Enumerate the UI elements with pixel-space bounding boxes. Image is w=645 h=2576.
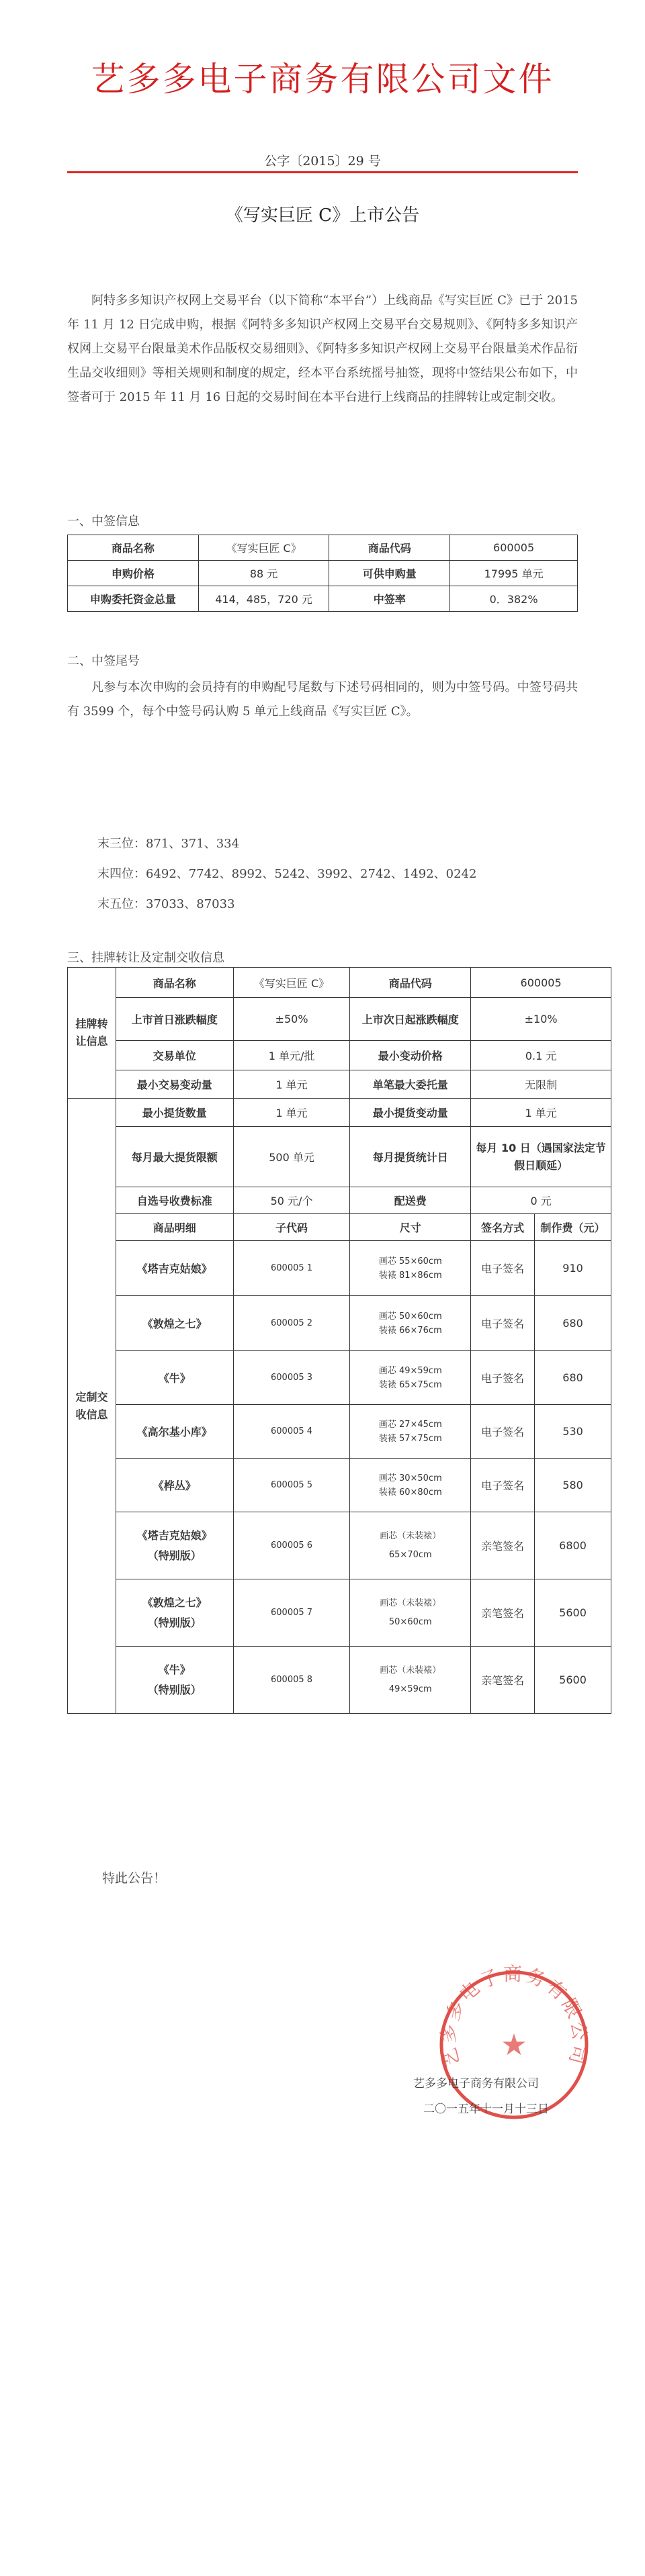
size-mounted: 装裱 66×76cm xyxy=(378,1325,442,1336)
table-cell xyxy=(350,1351,471,1405)
size-dimension: 50×60cm xyxy=(388,1616,432,1627)
table-cell: 500 单元 xyxy=(233,1127,350,1187)
table-cell: 1 单元 xyxy=(233,1070,350,1099)
table-cell: 580 xyxy=(535,1459,611,1512)
table-cell: 申购价格 xyxy=(68,561,199,586)
table-cell: 商品名称 xyxy=(68,535,199,561)
tail-five-digits: 末五位：37033、87033 xyxy=(97,897,235,911)
group-label-listing: 挂牌转让信息 xyxy=(68,968,116,1099)
table-cell: 亲笔签名 xyxy=(471,1579,535,1647)
table-row xyxy=(68,1070,611,1099)
table-cell: 亲笔签名 xyxy=(471,1512,535,1579)
table-cell: 《敦煌之七》 xyxy=(116,1296,233,1351)
table-cell: ±10% xyxy=(471,998,611,1041)
table-cell: 《高尔基小库》 xyxy=(116,1405,233,1459)
table-cell: 可供申购量 xyxy=(329,561,450,586)
table-cell: 600005 8 xyxy=(233,1647,350,1714)
size-mounted: 装裱 57×75cm xyxy=(378,1433,442,1444)
table-cell: 每月提货统计日 xyxy=(350,1127,471,1187)
table-cell: 88 元 xyxy=(198,561,329,586)
table-cell: 600005 xyxy=(450,535,578,561)
table-cell: 0.1 元 xyxy=(471,1041,611,1070)
table-header-cell: 商品明细 xyxy=(116,1214,233,1241)
size-core: 画芯（未装裱） xyxy=(380,1530,441,1541)
table-header-cell: 尺寸 xyxy=(350,1214,471,1241)
item-name: 《牛》 xyxy=(158,1663,191,1676)
table-cell xyxy=(116,1512,233,1579)
table-cell: 上市次日起涨跌幅度 xyxy=(350,998,471,1041)
table-cell: 600005 2 xyxy=(233,1296,350,1351)
table-cell xyxy=(350,1296,471,1351)
table-cell: 50 元/个 xyxy=(233,1187,350,1214)
table-row xyxy=(68,1647,611,1714)
table-row xyxy=(68,586,578,612)
item-name: 《敦煌之七》 xyxy=(142,1596,207,1609)
section-heading-lottery: 一、中签信息 xyxy=(67,514,140,528)
table-cell: 电子签名 xyxy=(471,1296,535,1351)
table-cell: 申购委托资金总量 xyxy=(68,586,199,612)
signing-company: 艺多多电子商务有限公司 xyxy=(413,2077,539,2090)
table-row xyxy=(68,1351,611,1405)
intro-paragraph: 阿特多多知识产权网上交易平台（以下简称“本平台”）上线商品《写实巨匠 C》已于 2015 年 11 月 12 日完成申购，根据《阿特多多知识产权网上交易平台交易规则》、《阿特多多知识产权网上交易平台限量美术作品版权交易细则》、《阿特多多知识产权网上交易平台限量美术作品衍生品交收细则》等相关规则和制度的规定，经本平台系统摇号抽签，现将中签结果公布如下，中签者可于 2015 年 11 月 16 日起的交易时间在本平台进行上线商品的挂牌转让或定制交收。 xyxy=(67,293,578,404)
table-cell: 《写实巨匠 C》 xyxy=(233,968,350,998)
size-core: 画芯 49×59cm xyxy=(378,1365,442,1376)
table-cell: 680 xyxy=(535,1351,611,1405)
section-heading-trading-delivery: 三、挂牌转让及定制交收信息 xyxy=(67,951,224,965)
table-cell: 最小变动价格 xyxy=(350,1041,471,1070)
table-cell: 电子签名 xyxy=(471,1241,535,1296)
item-edition: （特别版） xyxy=(147,1683,202,1696)
table-cell: 中签率 xyxy=(329,586,450,612)
document-number: 公字〔2015〕29 号 xyxy=(264,154,381,169)
item-edition: （特别版） xyxy=(147,1616,202,1629)
item-edition: （特别版） xyxy=(147,1549,202,1562)
table-cell: 商品代码 xyxy=(350,968,471,998)
size-dimension: 65×70cm xyxy=(388,1549,432,1560)
size-mounted: 装裱 81×86cm xyxy=(378,1270,442,1281)
seal-text-path: 艺多多电子商务有限公司 xyxy=(436,1963,592,2070)
table-cell: 600005 1 xyxy=(233,1241,350,1296)
lottery-info-table xyxy=(67,535,578,612)
table-header-cell: 子代码 xyxy=(233,1214,350,1241)
table-row xyxy=(68,1127,611,1187)
closing-statement: 特此公告！ xyxy=(102,1871,167,1886)
table-cell: 5600 xyxy=(535,1579,611,1647)
size-mounted: 装裱 65×75cm xyxy=(378,1379,442,1390)
table-cell: 自选号收费标准 xyxy=(116,1187,233,1214)
header-divider xyxy=(67,171,578,173)
table-cell: 单笔最大委托量 xyxy=(350,1070,471,1099)
table-cell: 最小提货数量 xyxy=(116,1099,233,1127)
table-row xyxy=(68,561,578,586)
table-cell: 最小交易变动量 xyxy=(116,1070,233,1099)
table-cell: 600005 5 xyxy=(233,1459,350,1512)
table-cell: ±50% xyxy=(233,998,350,1041)
table-cell xyxy=(350,1405,471,1459)
table-cell: 每月最大提货限额 xyxy=(116,1127,233,1187)
table-cell: 600005 4 xyxy=(233,1405,350,1459)
table-cell: 亲笔签名 xyxy=(471,1647,535,1714)
table-row xyxy=(68,1405,611,1459)
trading-delivery-table xyxy=(67,967,611,1714)
table-row xyxy=(68,1099,611,1127)
table-cell xyxy=(116,1579,233,1647)
tail-four-digits: 末四位：6492、7742、8992、5242、3992、2742、1492、0242 xyxy=(97,867,477,881)
size-core: 画芯（未装裱） xyxy=(380,1598,441,1608)
table-cell: 1 单元 xyxy=(471,1099,611,1127)
item-name: 《塔吉克姑娘》 xyxy=(136,1528,212,1542)
table-cell: 530 xyxy=(535,1405,611,1459)
table-cell xyxy=(350,1459,471,1512)
table-cell: 电子签名 xyxy=(471,1351,535,1405)
table-cell: 680 xyxy=(535,1296,611,1351)
section-heading-tail-numbers: 二、中签尾号 xyxy=(67,654,140,668)
table-cell xyxy=(350,1512,471,1579)
table-cell: 17995 单元 xyxy=(450,561,578,586)
table-cell xyxy=(350,1579,471,1647)
seal-star: ★ xyxy=(501,2028,527,2062)
table-row xyxy=(68,1241,611,1296)
table-cell: 电子签名 xyxy=(471,1459,535,1512)
table-cell: 0．382% xyxy=(450,586,578,612)
table-cell: 5600 xyxy=(535,1647,611,1714)
table-cell: 商品名称 xyxy=(116,968,233,998)
table-row xyxy=(68,1187,611,1214)
table-cell: 1 单元/批 xyxy=(233,1041,350,1070)
table-cell: 交易单位 xyxy=(116,1041,233,1070)
table-cell xyxy=(350,1241,471,1296)
table-row xyxy=(68,1214,611,1241)
table-row xyxy=(68,1459,611,1512)
table-header-cell: 制作费（元） xyxy=(535,1214,611,1241)
table-cell: 上市首日涨跌幅度 xyxy=(116,998,233,1041)
table-cell: 《塔吉克姑娘》 xyxy=(116,1241,233,1296)
table-row xyxy=(68,1296,611,1351)
table-row xyxy=(68,1041,611,1070)
table-cell: 无限制 xyxy=(471,1070,611,1099)
table-cell xyxy=(350,1647,471,1714)
size-mounted: 装裱 60×80cm xyxy=(378,1487,442,1498)
table-cell: 配送费 xyxy=(350,1187,471,1214)
table-row xyxy=(68,535,578,561)
table-cell: 商品代码 xyxy=(329,535,450,561)
size-dimension: 49×59cm xyxy=(388,1684,432,1694)
size-core: 画芯 27×45cm xyxy=(378,1419,442,1430)
table-cell: 600005 6 xyxy=(233,1512,350,1579)
table-row xyxy=(68,1579,611,1647)
table-cell: 《桦丛》 xyxy=(116,1459,233,1512)
table-cell: 每月 10 日（遇国家法定节假日顺延） xyxy=(471,1127,611,1187)
header-title: 艺多多电子商务有限公司文件 xyxy=(91,60,554,99)
table-cell: 1 单元 xyxy=(233,1099,350,1127)
table-cell: 414，485，720 元 xyxy=(198,586,329,612)
table-cell: 6800 xyxy=(535,1512,611,1579)
size-core: 画芯 55×60cm xyxy=(378,1256,442,1267)
table-cell: 600005 3 xyxy=(233,1351,350,1405)
signing-date: 二〇一五年十一月十三日 xyxy=(423,2103,549,2116)
table-cell: 电子签名 xyxy=(471,1405,535,1459)
table-cell: 0 元 xyxy=(471,1187,611,1214)
size-core: 画芯 50×60cm xyxy=(378,1311,442,1322)
size-core: 画芯（未装裱） xyxy=(380,1665,441,1675)
table-cell: 600005 xyxy=(471,968,611,998)
table-header-cell: 签名方式 xyxy=(471,1214,535,1241)
table-cell xyxy=(116,1647,233,1714)
table-cell: 600005 7 xyxy=(233,1579,350,1647)
tail-numbers-paragraph: 凡参与本次申购的会员持有的申购配号尾数与下述号码相同的，则为中签号码。中签号码共有 3599 个，每个中签号码认购 5 单元上线商品《写实巨匠 C》。 xyxy=(67,680,578,719)
document-title: 《写实巨匠 C》上市公告 xyxy=(225,205,420,226)
table-row xyxy=(68,968,611,998)
size-core: 画芯 30×50cm xyxy=(378,1473,442,1483)
group-label-delivery: 定制交收信息 xyxy=(68,1099,116,1714)
table-cell: 最小提货变动量 xyxy=(350,1099,471,1127)
tail-three-digits: 末三位：871、371、334 xyxy=(97,837,240,851)
table-cell: 《写实巨匠 C》 xyxy=(198,535,329,561)
table-row xyxy=(68,1512,611,1579)
table-cell: 《牛》 xyxy=(116,1351,233,1405)
table-row xyxy=(68,998,611,1041)
table-cell: 910 xyxy=(535,1241,611,1296)
